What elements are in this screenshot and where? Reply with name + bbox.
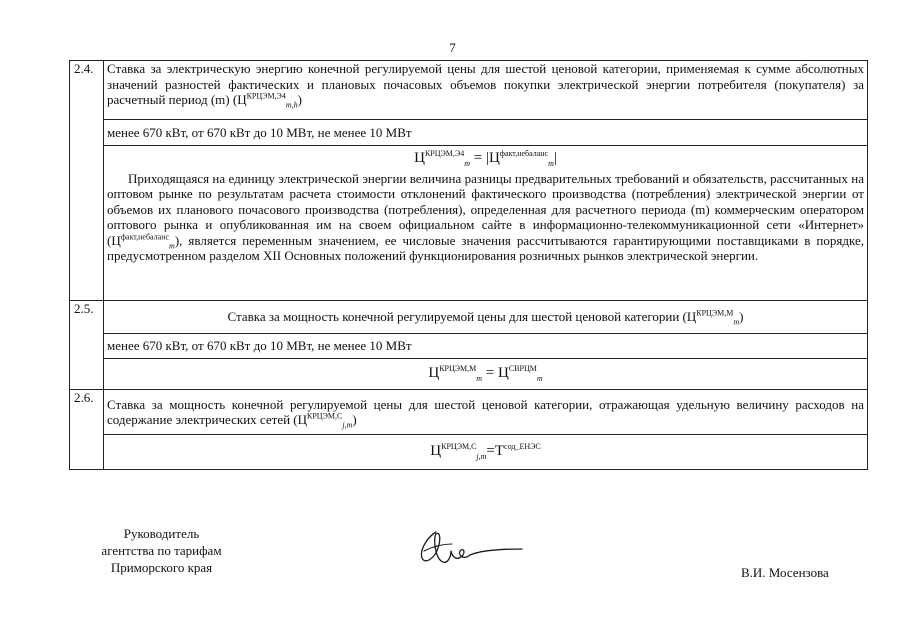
table-row bbox=[70, 435, 868, 470]
rate-title: Ставка за мощность конечной регулируемой цены для шестой ценовой категории, отражающая удельную величину расходов на содержание электрических сетей $(Ц^{КРЦЭМ,С}_{j,m})$ bbox=[104, 390, 868, 435]
rate-title: Ставка за электрическую энергию конечной регулируемой цены для шестой ценовой категории, применяемая к сумме абсолютных значений разностей фактических и плановых почасовых объемов покупки электрической энергии потребителя (покупателя) за расчетный период (m) $(Ц^{КРЦЭМ,Э4}_{m,h})$ bbox=[104, 61, 868, 120]
table-row bbox=[70, 334, 868, 359]
formula: $Ц^{КРЦЭМ,М}_m = Ц^{СВРЦМ}_m$ bbox=[104, 359, 868, 390]
row-number: 2.4. bbox=[70, 61, 104, 301]
table-row bbox=[70, 301, 868, 334]
formula: $Ц^{КРЦЭМ,Э4}_m = |Ц^{факт,небаланс}_m|$ bbox=[414, 149, 557, 168]
capacity-range: менее 670 кВт, от 670 кВт до 10 МВт, не менее 10 МВт bbox=[104, 120, 868, 146]
table-row bbox=[70, 390, 868, 435]
tariff-table bbox=[69, 60, 868, 470]
signer-name: В.И. Мосензова bbox=[741, 565, 829, 580]
table-row bbox=[70, 359, 868, 390]
signer-position: Руководитель агентства по тарифам Приморского края bbox=[101, 526, 222, 575]
rate-title: Ставка за мощность конечной регулируемой цены для шестой ценовой категории $(Ц^{КРЦЭМ,М}_m)$ bbox=[104, 301, 868, 334]
formula: $Ц^{КРЦЭМ,С}_{j,m}=Т^{сод\_ЕНЭС}$ bbox=[104, 435, 868, 470]
formula-cell bbox=[104, 146, 868, 301]
table-row bbox=[70, 120, 868, 146]
table-row bbox=[70, 146, 868, 301]
rate-description: Приходящаяся на единицу электрической энергии величина разницы предварительных требований и обязательств, рассчитанных на оптовом рынке по результатам расчета стоимости отклонений фактического производства (потребления) электрической энергии от объемов их планового почасового производства (потребления), определенная для расчетного периода (m) коммерческим оператором оптового рынка и опубликованная им на своем официальном сайте в информационно-телекоммуникационной сети «Интернет» $(Ц^{факт,небаланс}_m)$, является переменным значением, ее числовые значения рассчитываются гарантирующими поставщиками в порядке, предусмотренном разделом XII Основных положений функционирования розничных рынков электрической энергии. bbox=[107, 170, 864, 263]
handwritten-signature bbox=[410, 525, 528, 573]
row-number: 2.6. bbox=[70, 390, 104, 470]
page-number: 7 bbox=[449, 40, 456, 55]
table-row bbox=[70, 61, 868, 120]
row-number: 2.5. bbox=[70, 301, 104, 390]
capacity-range: менее 670 кВт, от 670 кВт до 10 МВт, не менее 10 МВт bbox=[104, 334, 868, 359]
